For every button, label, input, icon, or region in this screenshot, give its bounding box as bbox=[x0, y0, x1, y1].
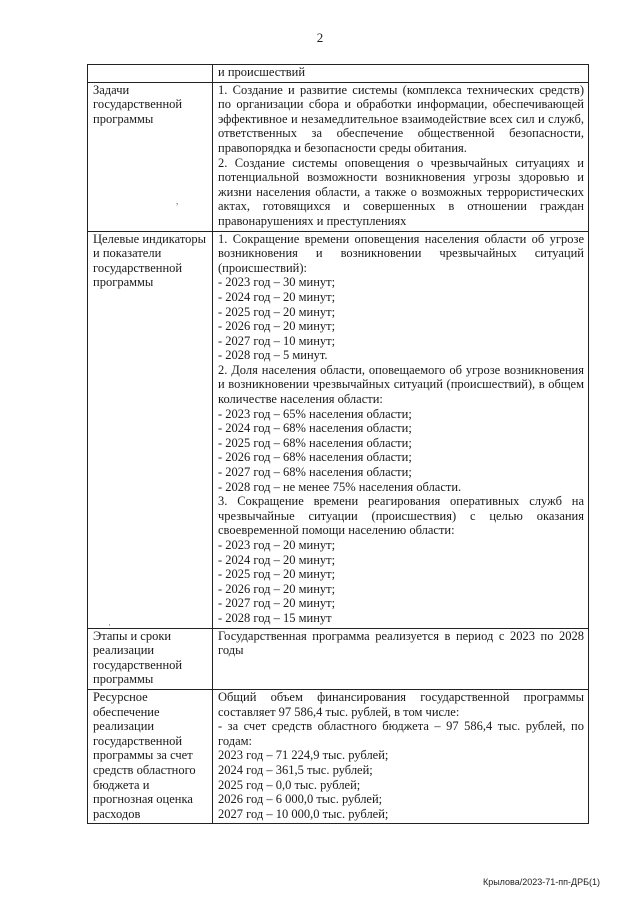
indicator-item: - 2028 год – 5 минут. bbox=[218, 348, 328, 363]
table-row-resources bbox=[88, 689, 589, 823]
indicator-item: - 2025 год – 20 минут; bbox=[218, 567, 336, 582]
resources-item: 2027 год – 10 000,0 тыс. рублей; bbox=[218, 806, 389, 821]
indicator-item: - 2026 год – 20 минут; bbox=[218, 319, 336, 334]
indicator-item: - 2028 год – не менее 75% населения области. bbox=[218, 479, 462, 494]
resources-item: 2026 год – 6 000,0 тыс. рублей; bbox=[218, 792, 383, 807]
scan-speck: · bbox=[108, 620, 111, 630]
indicator-item: - 2025 год – 20 минут; bbox=[218, 304, 336, 319]
program-passport-table bbox=[87, 64, 589, 824]
page-number: 2 bbox=[316, 30, 324, 45]
continuation-cell bbox=[213, 65, 589, 83]
indicator-item: - 2024 год – 20 минут; bbox=[218, 552, 336, 567]
indicator-item: - 2025 год – 68% населения области; bbox=[218, 435, 412, 450]
indicator-item: - 2027 год – 10 минут; bbox=[218, 333, 336, 348]
scan-speck: , bbox=[176, 196, 179, 206]
indicator-item: - 2028 год – 15 минут bbox=[218, 610, 332, 625]
table-row-indicators bbox=[88, 231, 589, 628]
indicators-label: Целевые индикаторы и показатели государственной программы bbox=[88, 231, 213, 628]
resources-label: Ресурсное обеспечение реализации государственной программы за счет средств областного бюджета и прогнозная оценка расходов bbox=[88, 689, 213, 823]
resources-item: 2025 год – 0,0 тыс. рублей; bbox=[218, 777, 361, 792]
indicator-heading: 2. Доля населения области, оповещаемого об угрозе возникновения и возникновении чрезвычайных ситуаций (происшествий), в общем количестве населения области: bbox=[218, 362, 584, 407]
stages-text: Государственная программа реализуется в период с 2023 по 2028 годы bbox=[218, 628, 584, 658]
continuation-text: и происшествий bbox=[218, 65, 306, 79]
indicator-item: - 2023 год – 30 минут; bbox=[218, 275, 336, 290]
tasks-content bbox=[213, 82, 589, 231]
indicator-heading: 3. Сокращение времени реагирования оперативных служб на чрезвычайные ситуации (происшествия) с целью оказания своевременной помощи населению области: bbox=[218, 494, 584, 538]
resources-item: 2024 год – 361,5 тыс. рублей; bbox=[218, 762, 373, 777]
table-row-continuation bbox=[88, 65, 589, 83]
indicator-heading: 1. Сокращение времени оповещения населения области об угрозе возникновения и возникновении чрезвычайных ситуаций (происшествий): bbox=[218, 231, 584, 275]
indicator-item: - 2027 год – 20 минут; bbox=[218, 596, 336, 611]
indicator-item: - 2024 год – 68% населения области; bbox=[218, 421, 412, 436]
document-code: Крылова/2023-71-пп-ДРБ(1) bbox=[482, 877, 600, 887]
indicator-item: - 2027 год – 68% населения области; bbox=[218, 465, 412, 480]
label-cell-empty bbox=[88, 65, 213, 83]
resources-item: 2023 год – 71 224,9 тыс. рублей; bbox=[218, 748, 389, 763]
stages-label: Этапы и сроки реализации государственной программы bbox=[88, 628, 213, 689]
tasks-label: Задачи государственной программы bbox=[88, 82, 213, 231]
stages-content bbox=[213, 628, 589, 689]
task-paragraph: 2. Создание системы оповещения о чрезвычайных ситуациях и потенциальной возможности возникновения угрозы здоровью и жизни населения области, а также о возможных террористических актах, готовящихся и совершенных в отношении граждан правонарушениях и преступлениях bbox=[218, 155, 584, 228]
indicator-item: - 2023 год – 20 минут; bbox=[218, 538, 336, 552]
resources-paragraph: - за счет средств областного бюджета – 97 586,4 тыс. рублей, по годам: bbox=[218, 719, 584, 748]
table-row-tasks bbox=[88, 82, 589, 231]
table-row-stages bbox=[88, 628, 589, 689]
resources-paragraph: Общий объем финансирования государственной программы составляет 97 586,4 тыс. рублей, в том числе: bbox=[218, 689, 584, 719]
indicator-item: - 2023 год – 65% населения области; bbox=[218, 406, 412, 421]
resources-content bbox=[213, 689, 589, 823]
task-paragraph: 1. Создание и развитие системы (комплекса технических средств) по организации сбора и обработки информации, обеспечивающей эффективное и незамедлительное взаимодействие всех сил и служб, ответственных за обеспечение общественной безопасности, правопорядка и безопасности среды обитания. bbox=[218, 82, 584, 155]
indicator-item: - 2024 год – 20 минут; bbox=[218, 289, 336, 304]
indicators-content bbox=[213, 231, 589, 628]
indicator-item: - 2026 год – 68% населения области; bbox=[218, 450, 412, 465]
indicator-item: - 2026 год – 20 минут; bbox=[218, 581, 336, 596]
